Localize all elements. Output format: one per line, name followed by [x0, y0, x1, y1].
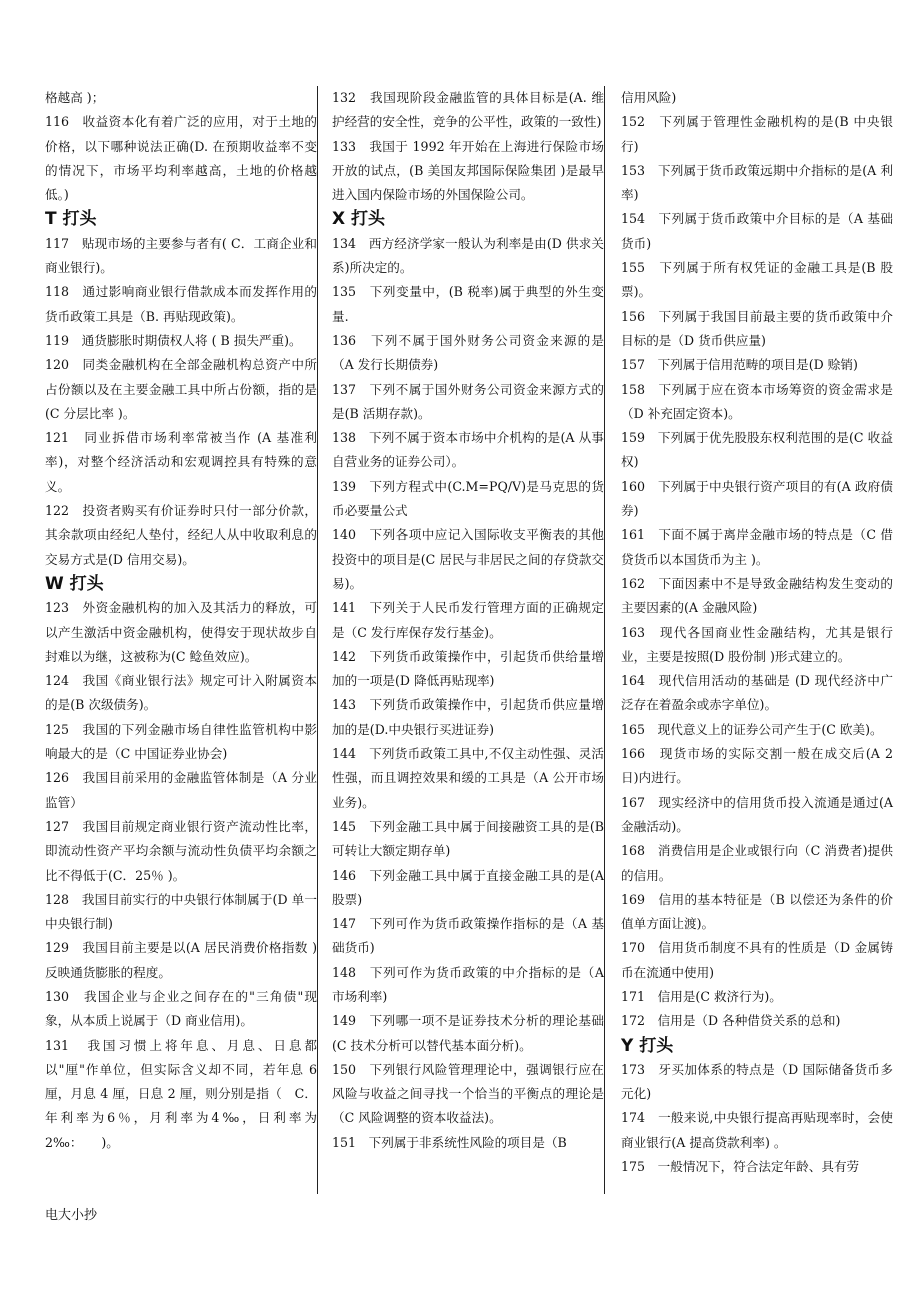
question-item: 157 下列属于信用范畴的项目是(D 赊销): [621, 357, 858, 373]
question-item: 117 贴现市场的主要参与者有( C．工商企业和商业银行)。: [45, 235, 317, 276]
question-item: 135 下列变量中，(B 税率)属于典型的外生变量.: [332, 284, 604, 324]
question-item: 155 下列属于所有权凭证的金融工具是(B 股票)。: [621, 260, 893, 300]
question-item: 159 下列属于优先股股东权利范围的是(C 收益权): [621, 430, 893, 470]
question-item: 138 下列不属于资本市场中介机构的是(A 从事自营业务的证券公司）。: [332, 430, 604, 470]
item-list: [45, 596, 317, 1155]
item-list: [332, 232, 604, 1155]
column-divider: [604, 86, 605, 1194]
question-item: 147 下列可作为货币政策操作指标的是（A 基础货币): [332, 916, 604, 956]
question-item: 118 通过影响商业银行借款成本而发挥作用的货币政策工具是（B. 再贴现政策)。: [45, 284, 317, 324]
question-item: 166 现货市场的实际交割一般在成交后(A 2 日)内进行。: [621, 746, 893, 786]
question-item: 119 通货膨胀时期债权人将 ( B 损失严重)。: [45, 332, 302, 348]
item-list: [621, 86, 893, 1034]
column-middle: [332, 86, 604, 1155]
question-item: 128 我国目前实行的中央银行体制属于(D 单一中央银行制): [45, 891, 317, 932]
question-item: 150 下列银行风险管理理论中，强调银行应在风险与收益之间寻找一个恰当的平衡点的理论是（C 风险调整的资本收益法)。: [332, 1061, 604, 1126]
question-item: 149 下列哪一项不是证券技术分析的理论基础(C 技术分析可以替代基本面分析)。: [332, 1013, 604, 1053]
question-item: 173 牙买加体系的特点是（D 国际储备货币多元化): [621, 1061, 893, 1102]
question-item: 164 现代信用活动的基础是 (D 现代经济中广泛存在着盈余或赤字单位)。: [621, 673, 893, 713]
question-item: 116 收益资本化有着广泛的应用，对于土地的价格，以下哪种说法正确(D. 在预期收益率不变的情况下，市场平均利率越高，土地的价格越低。): [45, 114, 317, 203]
question-item: 158 下列属于应在资本市场筹资的资金需求是（D 补充固定资本)。: [621, 381, 893, 421]
question-item: 171 信用是(C 救济行为)。: [621, 988, 782, 1004]
question-item: 134 西方经济学家一般认为利率是由(D 供求关系)所决定的。: [332, 235, 604, 276]
section-heading-w: W 打头: [45, 573, 104, 594]
question-item: 162 下面因素中不是导致金融结构发生变动的主要因素的(A 金融风险): [621, 575, 893, 616]
question-item: 139 下列方程式中(C.M=PQ/V)是马克思的货币必要量公式: [332, 478, 604, 519]
question-item: 131 我国习惯上将年息、月息、日息都以"厘"作单位，但实际含义却不同，若年息 6 厘，月息 4 厘，日息 2 厘，则分别是指（ C．年利率为6％，月利率为4‰，日利率为2‰： )。: [45, 1037, 317, 1150]
column-right: [621, 86, 893, 1179]
question-item: 156 下列属于我国目前最主要的货币政策中介目标的是（D 货币供应量): [621, 308, 893, 348]
question-item: 121 同业拆借市场利率常被当作 (A 基准利率)，对整个经济活动和宏观调控具有特殊的意义。: [45, 430, 317, 494]
item-list: [45, 86, 317, 207]
question-item: 136 下列不属于国外财务公司资金来源的是（A 发行长期债券): [332, 332, 604, 373]
item-list: [621, 1058, 893, 1179]
question-item: 120 同类金融机构在全部金融机构总资产中所占份额以及在主要金融工具中所占份额，指的是(C 分层比率 )。: [45, 357, 317, 421]
column-left: [45, 86, 317, 1155]
question-item: 165 现代意义上的证券公司产生于(C 欧美)。: [621, 721, 883, 737]
question-item: 145 下列金融工具中属于间接融资工具的是(B 可转让大额定期存单): [332, 818, 604, 859]
question-item: 172 信用是（D 各种借贷关系的总和): [621, 1013, 841, 1029]
question-item: 169 信用的基本特征是（B 以偿还为条件的价值单方面让渡)。: [621, 891, 893, 932]
question-item: 130 我国企业与企业之间存在的"三角债"现象，从本质上说属于（D 商业信用)。: [45, 988, 317, 1029]
page-footer: 电大小抄: [45, 1208, 98, 1223]
question-item: 132 我国现阶段金融监管的具体目标是(A. 维护经营的安全性，竞争的公平性，政策的一致性): [332, 90, 604, 130]
question-item: 信用风险): [621, 90, 677, 105]
question-item: 143 下列货币政策操作中，引起货币供应量增加的是(D.中央银行买进证券): [332, 697, 604, 737]
question-item: 154 下列属于货币政策中介目标的是（A 基础货币): [621, 211, 893, 251]
item-list: [45, 232, 317, 572]
question-item: 167 现实经济中的信用货币投入流通是通过(A 金融活动)。: [621, 794, 893, 834]
question-item: 146 下列金融工具中属于直接金融工具的是(A 股票): [332, 867, 604, 907]
question-item: 123 外资金融机构的加入及其活力的释放，可以产生激活中资金融机构，使得安于现状故步自封难以为继，这被称为(C 鲶鱼效应)。: [45, 600, 317, 664]
question-item: 格越高 )；: [45, 90, 105, 105]
question-item: 144 下列货币政策工具中,不仅主动性强、灵活性强，而且调控效果和缓的工具是（A 公开市场业务)。: [332, 746, 604, 810]
question-item: 151 下列属于非系统性风险的项目是（B: [332, 1134, 567, 1150]
question-item: 125 我国的下列金融市场自律性监管机构中影响最大的是（C 中国证券业协会): [45, 721, 317, 762]
question-item: 153 下列属于货币政策远期中介指标的是(A 利率): [621, 162, 893, 203]
question-item: 168 消费信用是企业或银行向（C 消费者)提供的信用。: [621, 843, 893, 883]
question-item: 126 我国目前采用的金融监管体制是（A 分业监管）: [45, 770, 317, 810]
question-item: 127 我国目前规定商业银行资产流动性比率，即流动性资产平均余额与流动性负债平均余额之比不得低于(C．25％ )。: [45, 818, 317, 883]
question-item: 140 下列各项中应记入国际收支平衡表的其他投资中的项目是(C 居民与非居民之间的存贷款交易)。: [332, 527, 604, 591]
question-item: 175 一般情况下，符合法定年龄、具有劳: [621, 1159, 860, 1175]
section-heading-x: X 打头: [332, 209, 386, 230]
question-item: 170 信用货币制度不具有的性质是（D 金属铸币在流通中使用): [621, 940, 893, 980]
item-list: [332, 86, 604, 207]
question-item: 160 下列属于中央银行资产项目的有(A 政府债券): [621, 478, 893, 519]
question-item: 148 下列可作为货币政策的中介指标的是（A 市场利率): [332, 964, 604, 1004]
question-item: 124 我国《商业银行法》规定可计入附属资本的是(B 次级债务)。: [45, 673, 317, 713]
question-item: 174 一般来说,中央银行提高再贴现率时，会使商业银行(A 提高贷款利率) 。: [621, 1110, 893, 1150]
section-heading-y: Y 打头: [621, 1035, 674, 1056]
question-item: 161 下面不属于离岸金融市场的特点是（C 借贷货币以本国货币为主 )。: [621, 527, 893, 567]
column-divider: [317, 86, 318, 1194]
question-item: 129 我国目前主要是以(A 居民消费价格指数 )反映通货膨胀的程度。: [45, 940, 317, 980]
question-item: 142 下列货币政策操作中，引起货币供给量增加的一项是(D 降低再贴现率): [332, 648, 604, 689]
question-item: 152 下列属于管理性金融机构的是(B 中央银行): [621, 114, 893, 154]
question-item: 137 下列不属于国外财务公司资金来源方式的是(B 活期存款)。: [332, 381, 604, 421]
question-item: 141 下列关于人民币发行管理方面的正确规定是（C 发行库保存发行基金)。: [332, 600, 604, 640]
question-item: 122 投资者购买有价证券时只付一部分价款，其余款项由经纪人垫付，经纪人从中收取利息的交易方式是(D 信用交易)。: [45, 503, 317, 567]
section-heading-t: T 打头: [45, 209, 97, 230]
question-item: 163 现代各国商业性金融结构，尤其是银行业，主要是按照(D 股份制 )形式建立的。: [621, 624, 893, 664]
question-item: 133 我国于 1992 年开始在上海进行保险市场开放的试点，(B 美国友邦国际保险集团 )是最早进入国内保险市场的外国保险公司。: [332, 138, 604, 203]
